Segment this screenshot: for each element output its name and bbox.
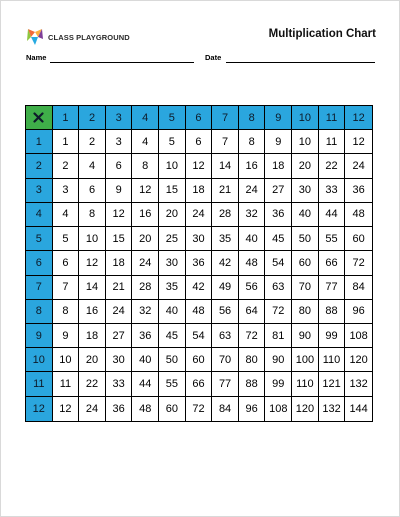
column-header: 6 [186, 106, 213, 130]
table-cell: 10 [79, 227, 106, 251]
date-label: Date [205, 53, 222, 62]
table-cell: 12 [106, 203, 133, 227]
table-cell: 27 [106, 324, 133, 348]
table-cell: 2 [79, 130, 106, 154]
table-cell: 50 [292, 227, 319, 251]
table-cell: 12 [79, 251, 106, 275]
table-cell: 11 [53, 372, 80, 396]
table-cell: 30 [292, 179, 319, 203]
row-header: 5 [26, 227, 53, 251]
column-header: 11 [319, 106, 346, 130]
table-cell: 72 [265, 300, 292, 324]
row-header: 6 [26, 251, 53, 275]
row-header: 2 [26, 154, 53, 178]
multiply-icon [33, 112, 44, 123]
table-cell: 12 [186, 154, 213, 178]
table-cell: 21 [106, 276, 133, 300]
column-header: 3 [106, 106, 133, 130]
column-header: 5 [159, 106, 186, 130]
table-cell: 18 [186, 179, 213, 203]
table-cell: 20 [292, 154, 319, 178]
table-cell: 4 [132, 130, 159, 154]
table-cell: 20 [159, 203, 186, 227]
table-cell: 4 [53, 203, 80, 227]
brand-name: CLASS PLAYGROUND [48, 32, 130, 42]
table-cell: 36 [186, 251, 213, 275]
table-cell: 9 [53, 324, 80, 348]
table-cell: 32 [132, 300, 159, 324]
table-cell: 40 [239, 227, 266, 251]
table-cell: 14 [212, 154, 239, 178]
table-cell: 30 [186, 227, 213, 251]
column-header: 12 [345, 106, 372, 130]
table-cell: 28 [212, 203, 239, 227]
table-cell: 6 [53, 251, 80, 275]
name-field[interactable] [50, 62, 194, 63]
table-cell: 88 [319, 300, 346, 324]
table-cell: 27 [265, 179, 292, 203]
table-cell: 66 [319, 251, 346, 275]
table-cell: 121 [319, 372, 346, 396]
row-header: 11 [26, 372, 53, 396]
table-cell: 48 [132, 397, 159, 421]
table-cell: 6 [186, 130, 213, 154]
row-header: 3 [26, 179, 53, 203]
table-cell: 5 [159, 130, 186, 154]
table-cell: 63 [265, 276, 292, 300]
table-cell: 21 [212, 179, 239, 203]
table-cell: 14 [79, 276, 106, 300]
brand-logo [26, 27, 130, 47]
table-cell: 120 [345, 348, 372, 372]
table-cell: 18 [106, 251, 133, 275]
table-cell: 6 [106, 154, 133, 178]
table-cell: 54 [265, 251, 292, 275]
table-cell: 4 [79, 154, 106, 178]
table-cell: 80 [292, 300, 319, 324]
table-cell: 33 [106, 372, 133, 396]
table-cell: 16 [239, 154, 266, 178]
table-cell: 15 [159, 179, 186, 203]
page-title: Multiplication Chart [268, 28, 376, 40]
table-cell: 96 [239, 397, 266, 421]
table-cell: 110 [292, 372, 319, 396]
table-cell: 35 [159, 276, 186, 300]
table-cell: 18 [79, 324, 106, 348]
table-cell: 36 [106, 397, 133, 421]
table-cell: 45 [159, 324, 186, 348]
table-cell: 8 [132, 154, 159, 178]
table-cell: 45 [265, 227, 292, 251]
table-cell: 5 [53, 227, 80, 251]
date-field[interactable] [226, 62, 375, 63]
table-cell: 32 [239, 203, 266, 227]
table-cell: 2 [53, 154, 80, 178]
table-cell: 84 [212, 397, 239, 421]
table-cell: 24 [186, 203, 213, 227]
column-header: 7 [212, 106, 239, 130]
table-cell: 72 [345, 251, 372, 275]
table-cell: 66 [186, 372, 213, 396]
table-cell: 88 [239, 372, 266, 396]
table-cell: 70 [212, 348, 239, 372]
table-cell: 54 [186, 324, 213, 348]
table-cell: 120 [292, 397, 319, 421]
table-cell: 80 [239, 348, 266, 372]
table-cell: 25 [159, 227, 186, 251]
table-cell: 30 [106, 348, 133, 372]
table-cell: 6 [79, 179, 106, 203]
table-cell: 20 [79, 348, 106, 372]
multiplication-table [25, 105, 373, 422]
table-cell: 7 [53, 276, 80, 300]
table-cell: 10 [292, 130, 319, 154]
table-cell: 60 [159, 397, 186, 421]
table-cell: 36 [265, 203, 292, 227]
table-cell: 55 [319, 227, 346, 251]
table-cell: 63 [212, 324, 239, 348]
table-cell: 40 [292, 203, 319, 227]
table-cell: 60 [345, 227, 372, 251]
table-cell: 9 [106, 179, 133, 203]
table-cell: 96 [345, 300, 372, 324]
table-cell: 84 [345, 276, 372, 300]
table-cell: 44 [132, 372, 159, 396]
table-cell: 40 [132, 348, 159, 372]
table-cell: 24 [239, 179, 266, 203]
column-header: 4 [132, 106, 159, 130]
table-cell: 30 [159, 251, 186, 275]
table-cell: 144 [345, 397, 372, 421]
name-label: Name [26, 53, 47, 62]
table-cell: 24 [106, 300, 133, 324]
multiply-corner-cell [26, 106, 53, 130]
table-cell: 36 [345, 179, 372, 203]
table-cell: 64 [239, 300, 266, 324]
table-cell: 99 [265, 372, 292, 396]
table-cell: 16 [132, 203, 159, 227]
table-cell: 44 [319, 203, 346, 227]
table-cell: 12 [132, 179, 159, 203]
table-cell: 1 [53, 130, 80, 154]
row-header: 8 [26, 300, 53, 324]
table-cell: 3 [106, 130, 133, 154]
column-header: 8 [239, 106, 266, 130]
table-cell: 108 [345, 324, 372, 348]
table-cell: 77 [319, 276, 346, 300]
table-cell: 70 [292, 276, 319, 300]
table-cell: 22 [79, 372, 106, 396]
table-cell: 60 [186, 348, 213, 372]
table-cell: 48 [239, 251, 266, 275]
row-header: 9 [26, 324, 53, 348]
class-playground-logo-icon [26, 27, 44, 47]
column-header: 10 [292, 106, 319, 130]
table-cell: 3 [53, 179, 80, 203]
table-cell: 24 [79, 397, 106, 421]
table-cell: 9 [265, 130, 292, 154]
table-cell: 12 [53, 397, 80, 421]
table-cell: 110 [319, 348, 346, 372]
table-cell: 10 [159, 154, 186, 178]
table-cell: 36 [132, 324, 159, 348]
table-cell: 60 [292, 251, 319, 275]
table-cell: 24 [345, 154, 372, 178]
row-header: 4 [26, 203, 53, 227]
column-header: 2 [79, 106, 106, 130]
table-cell: 12 [345, 130, 372, 154]
table-cell: 50 [159, 348, 186, 372]
table-cell: 8 [239, 130, 266, 154]
table-cell: 132 [319, 397, 346, 421]
table-cell: 72 [186, 397, 213, 421]
table-cell: 49 [212, 276, 239, 300]
table-cell: 8 [79, 203, 106, 227]
table-cell: 22 [319, 154, 346, 178]
table-cell: 56 [212, 300, 239, 324]
table-cell: 33 [319, 179, 346, 203]
table-cell: 55 [159, 372, 186, 396]
table-cell: 48 [186, 300, 213, 324]
table-cell: 35 [212, 227, 239, 251]
table-cell: 81 [265, 324, 292, 348]
row-header: 10 [26, 348, 53, 372]
table-cell: 100 [292, 348, 319, 372]
table-cell: 77 [212, 372, 239, 396]
table-cell: 42 [212, 251, 239, 275]
table-cell: 132 [345, 372, 372, 396]
row-header: 12 [26, 397, 53, 421]
table-cell: 48 [345, 203, 372, 227]
table-cell: 56 [239, 276, 266, 300]
table-cell: 42 [186, 276, 213, 300]
table-cell: 16 [79, 300, 106, 324]
table-cell: 90 [265, 348, 292, 372]
table-cell: 24 [132, 251, 159, 275]
table-cell: 11 [319, 130, 346, 154]
table-cell: 20 [132, 227, 159, 251]
table-cell: 7 [212, 130, 239, 154]
table-cell: 18 [265, 154, 292, 178]
table-cell: 15 [106, 227, 133, 251]
table-cell: 108 [265, 397, 292, 421]
column-header: 9 [265, 106, 292, 130]
table-cell: 8 [53, 300, 80, 324]
table-cell: 99 [319, 324, 346, 348]
table-cell: 28 [132, 276, 159, 300]
row-header: 7 [26, 276, 53, 300]
row-header: 1 [26, 130, 53, 154]
table-cell: 40 [159, 300, 186, 324]
table-cell: 90 [292, 324, 319, 348]
column-header: 1 [53, 106, 80, 130]
table-cell: 72 [239, 324, 266, 348]
table-cell: 10 [53, 348, 80, 372]
